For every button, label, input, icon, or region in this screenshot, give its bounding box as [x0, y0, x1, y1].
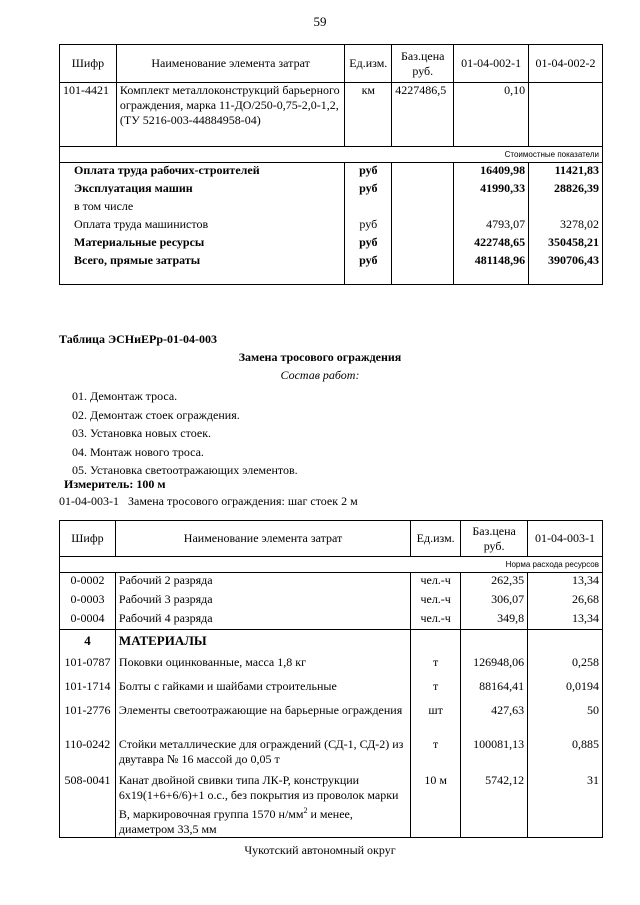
cost-name: в том числе [60, 199, 345, 217]
table-row [60, 592, 603, 611]
item-price: 4227486,5 [392, 83, 454, 147]
material-price: 126948,06 [461, 652, 528, 676]
header-norm-1: 01-04-002-1 [454, 45, 529, 83]
section-label: Норма расхода ресурсов [60, 557, 603, 573]
cost-unit: руб [345, 181, 392, 199]
table-row [60, 199, 603, 217]
materials-header-row [60, 630, 603, 652]
header-unit: Ед.изм. [411, 521, 461, 557]
cost-unit: руб [345, 253, 392, 285]
material-code: 101-2776 [60, 700, 116, 734]
table1-header-row [60, 45, 603, 83]
list-item: 03. Установка новых стоек. [72, 426, 212, 440]
material-code: 508-0041 [60, 770, 116, 838]
cost-unit: руб [345, 235, 392, 253]
measure-unit: Измеритель: 100 м [64, 477, 166, 491]
section-row [60, 557, 603, 573]
materials-code: 4 [60, 630, 116, 652]
item-code: 101-4421 [60, 83, 117, 147]
labor-value: 13,34 [528, 611, 603, 630]
material-name [115, 770, 410, 838]
cost-value-1: 4793,07 [454, 217, 529, 235]
labor-unit: чел.-ч [411, 573, 461, 592]
table-row [60, 652, 603, 676]
header-unit: Ед.изм. [345, 45, 392, 83]
labor-value: 26,68 [528, 592, 603, 611]
header-name: Наименование элемента затрат [116, 45, 344, 83]
section-label: Стоимостные показатели [60, 147, 603, 163]
table-row [60, 235, 603, 253]
material-name: Поковки оцинкованные, масса 1,8 кг [115, 652, 410, 676]
labor-name: Рабочий 3 разряда [115, 592, 410, 611]
cost-value-2: 390706,43 [529, 253, 603, 285]
labor-unit: чел.-ч [411, 611, 461, 630]
table-row [60, 676, 603, 700]
material-price: 427,63 [461, 700, 528, 734]
table-row [60, 734, 603, 770]
cost-price [392, 199, 454, 217]
superscript: 2 [303, 805, 308, 815]
cost-value-1: 41990,33 [454, 181, 529, 199]
section-row [60, 147, 603, 163]
header-price: Баз.цена руб. [392, 45, 454, 83]
labor-price: 262,35 [461, 573, 528, 592]
material-value: 0,258 [528, 652, 603, 676]
table-title: Таблица ЭСНиЕРр-01-04-003 [59, 332, 218, 346]
labor-name: Рабочий 2 разряда [115, 573, 410, 592]
cost-unit: руб [345, 163, 392, 181]
header-price: Баз.цена руб. [461, 521, 528, 557]
cost-table-01-04-002 [59, 44, 603, 285]
labor-code: 0-0004 [60, 611, 116, 630]
cost-price [392, 217, 454, 235]
item-name: Комплект металлоконструкций барьерного ограждения, марка 11-ДО/250-0,75-2,0-1,2, (ТУ 5216-003-44884958-04) [116, 83, 344, 147]
item-value-1: 0,10 [454, 83, 529, 147]
item-value-2 [529, 83, 603, 147]
material-name: Элементы светоотражающие на барьерные ограждения [115, 700, 410, 734]
cost-value-2: 28826,39 [529, 181, 603, 199]
cost-value-1: 481148,96 [454, 253, 529, 285]
labor-price: 349,8 [461, 611, 528, 630]
labor-price: 306,07 [461, 592, 528, 611]
cost-value-2 [529, 199, 603, 217]
material-value: 50 [528, 700, 603, 734]
list-item: 04. Монтаж нового троса. [72, 444, 204, 459]
material-code: 110-0242 [60, 734, 116, 770]
cost-name: Оплата труда рабочих-строителей [60, 163, 345, 181]
cost-value-2: 11421,83 [529, 163, 603, 181]
labor-name: Рабочий 4 разряда [115, 611, 410, 630]
cost-price [392, 235, 454, 253]
table-row [60, 83, 603, 147]
material-rows [60, 652, 603, 838]
cost-unit [345, 199, 392, 217]
material-name-text: и менее, диаметром 33,5 мм [118, 806, 353, 836]
table-row [60, 253, 603, 285]
works-title: Состав работ: [280, 368, 360, 382]
page-number: 59 [313, 14, 327, 29]
material-name: Болты с гайками и шайбами строительные [115, 676, 410, 700]
table-row [60, 573, 603, 592]
labor-value: 13,34 [528, 573, 603, 592]
material-unit: шт [411, 700, 461, 734]
table-row [60, 217, 603, 235]
table-row [60, 163, 603, 181]
material-unit: т [411, 676, 461, 700]
works-list [72, 387, 298, 480]
cost-name: Материальные ресурсы [60, 235, 345, 253]
cost-price [392, 163, 454, 181]
table-row [60, 181, 603, 199]
list-item: 05. Установка светоотражающих элементов. [72, 463, 298, 477]
material-name: Стойки металлические для ограждений (СД-1, СД-2) из двутавра № 16 массой до 0,05 т [115, 734, 410, 770]
cost-name: Эксплуатация машин [60, 181, 345, 199]
code-line: 01-04-003-1 Замена тросового ограждения: шаг стоек 2 м [59, 494, 358, 508]
header-name: Наименование элемента затрат [115, 521, 410, 557]
table-row [60, 700, 603, 734]
header-code: Шифр [60, 521, 116, 557]
material-code: 101-0787 [60, 652, 116, 676]
materials-label: МАТЕРИАЛЫ [115, 630, 410, 652]
cost-value-1: 16409,98 [454, 163, 529, 181]
list-item: 01. Демонтаж троса. [72, 389, 178, 403]
section-title: Замена тросового ограждения [238, 350, 402, 364]
labor-code: 0-0003 [60, 592, 116, 611]
table-row [60, 770, 603, 838]
header-code: Шифр [60, 45, 117, 83]
resource-table-01-04-003 [59, 520, 603, 838]
cost-value-2: 350458,21 [529, 235, 603, 253]
material-unit: т [411, 734, 461, 770]
material-code: 101-1714 [60, 676, 116, 700]
material-value: 0,0194 [528, 676, 603, 700]
cost-price [392, 253, 454, 285]
material-value: 31 [528, 770, 603, 838]
cost-value-2: 3278,02 [529, 217, 603, 235]
labor-rows [60, 573, 603, 630]
table-row [60, 611, 603, 630]
cost-name: Всего, прямые затраты [60, 253, 345, 285]
material-price: 5742,12 [461, 770, 528, 838]
header-norm-2: 01-04-002-2 [529, 45, 603, 83]
cost-unit: руб [345, 217, 392, 235]
table2-header-row [60, 521, 603, 557]
material-price: 100081,13 [461, 734, 528, 770]
labor-code: 0-0002 [60, 573, 116, 592]
labor-unit: чел.-ч [411, 592, 461, 611]
cost-rows [60, 163, 603, 285]
item-unit: км [345, 83, 392, 147]
list-item: 02. Демонтаж стоек ограждения. [72, 407, 240, 422]
material-price: 88164,41 [461, 676, 528, 700]
cost-name: Оплата труда машинистов [60, 217, 345, 235]
cost-value-1 [454, 199, 529, 217]
material-value: 0,885 [528, 734, 603, 770]
cost-price [392, 181, 454, 199]
cost-value-1: 422748,65 [454, 235, 529, 253]
footer-region: Чукотский автономный округ [244, 843, 396, 857]
material-name-text: Канат двойной свивки типа ЛК-Р, конструкции 6х19(1+6+6/6)+1 о.с., без покрытия из проволок марки В, маркировочная группа 1570 н/мм [118, 772, 399, 821]
material-unit: 10 м [411, 770, 461, 838]
material-unit: т [411, 652, 461, 676]
header-norm: 01-04-003-1 [528, 521, 603, 557]
